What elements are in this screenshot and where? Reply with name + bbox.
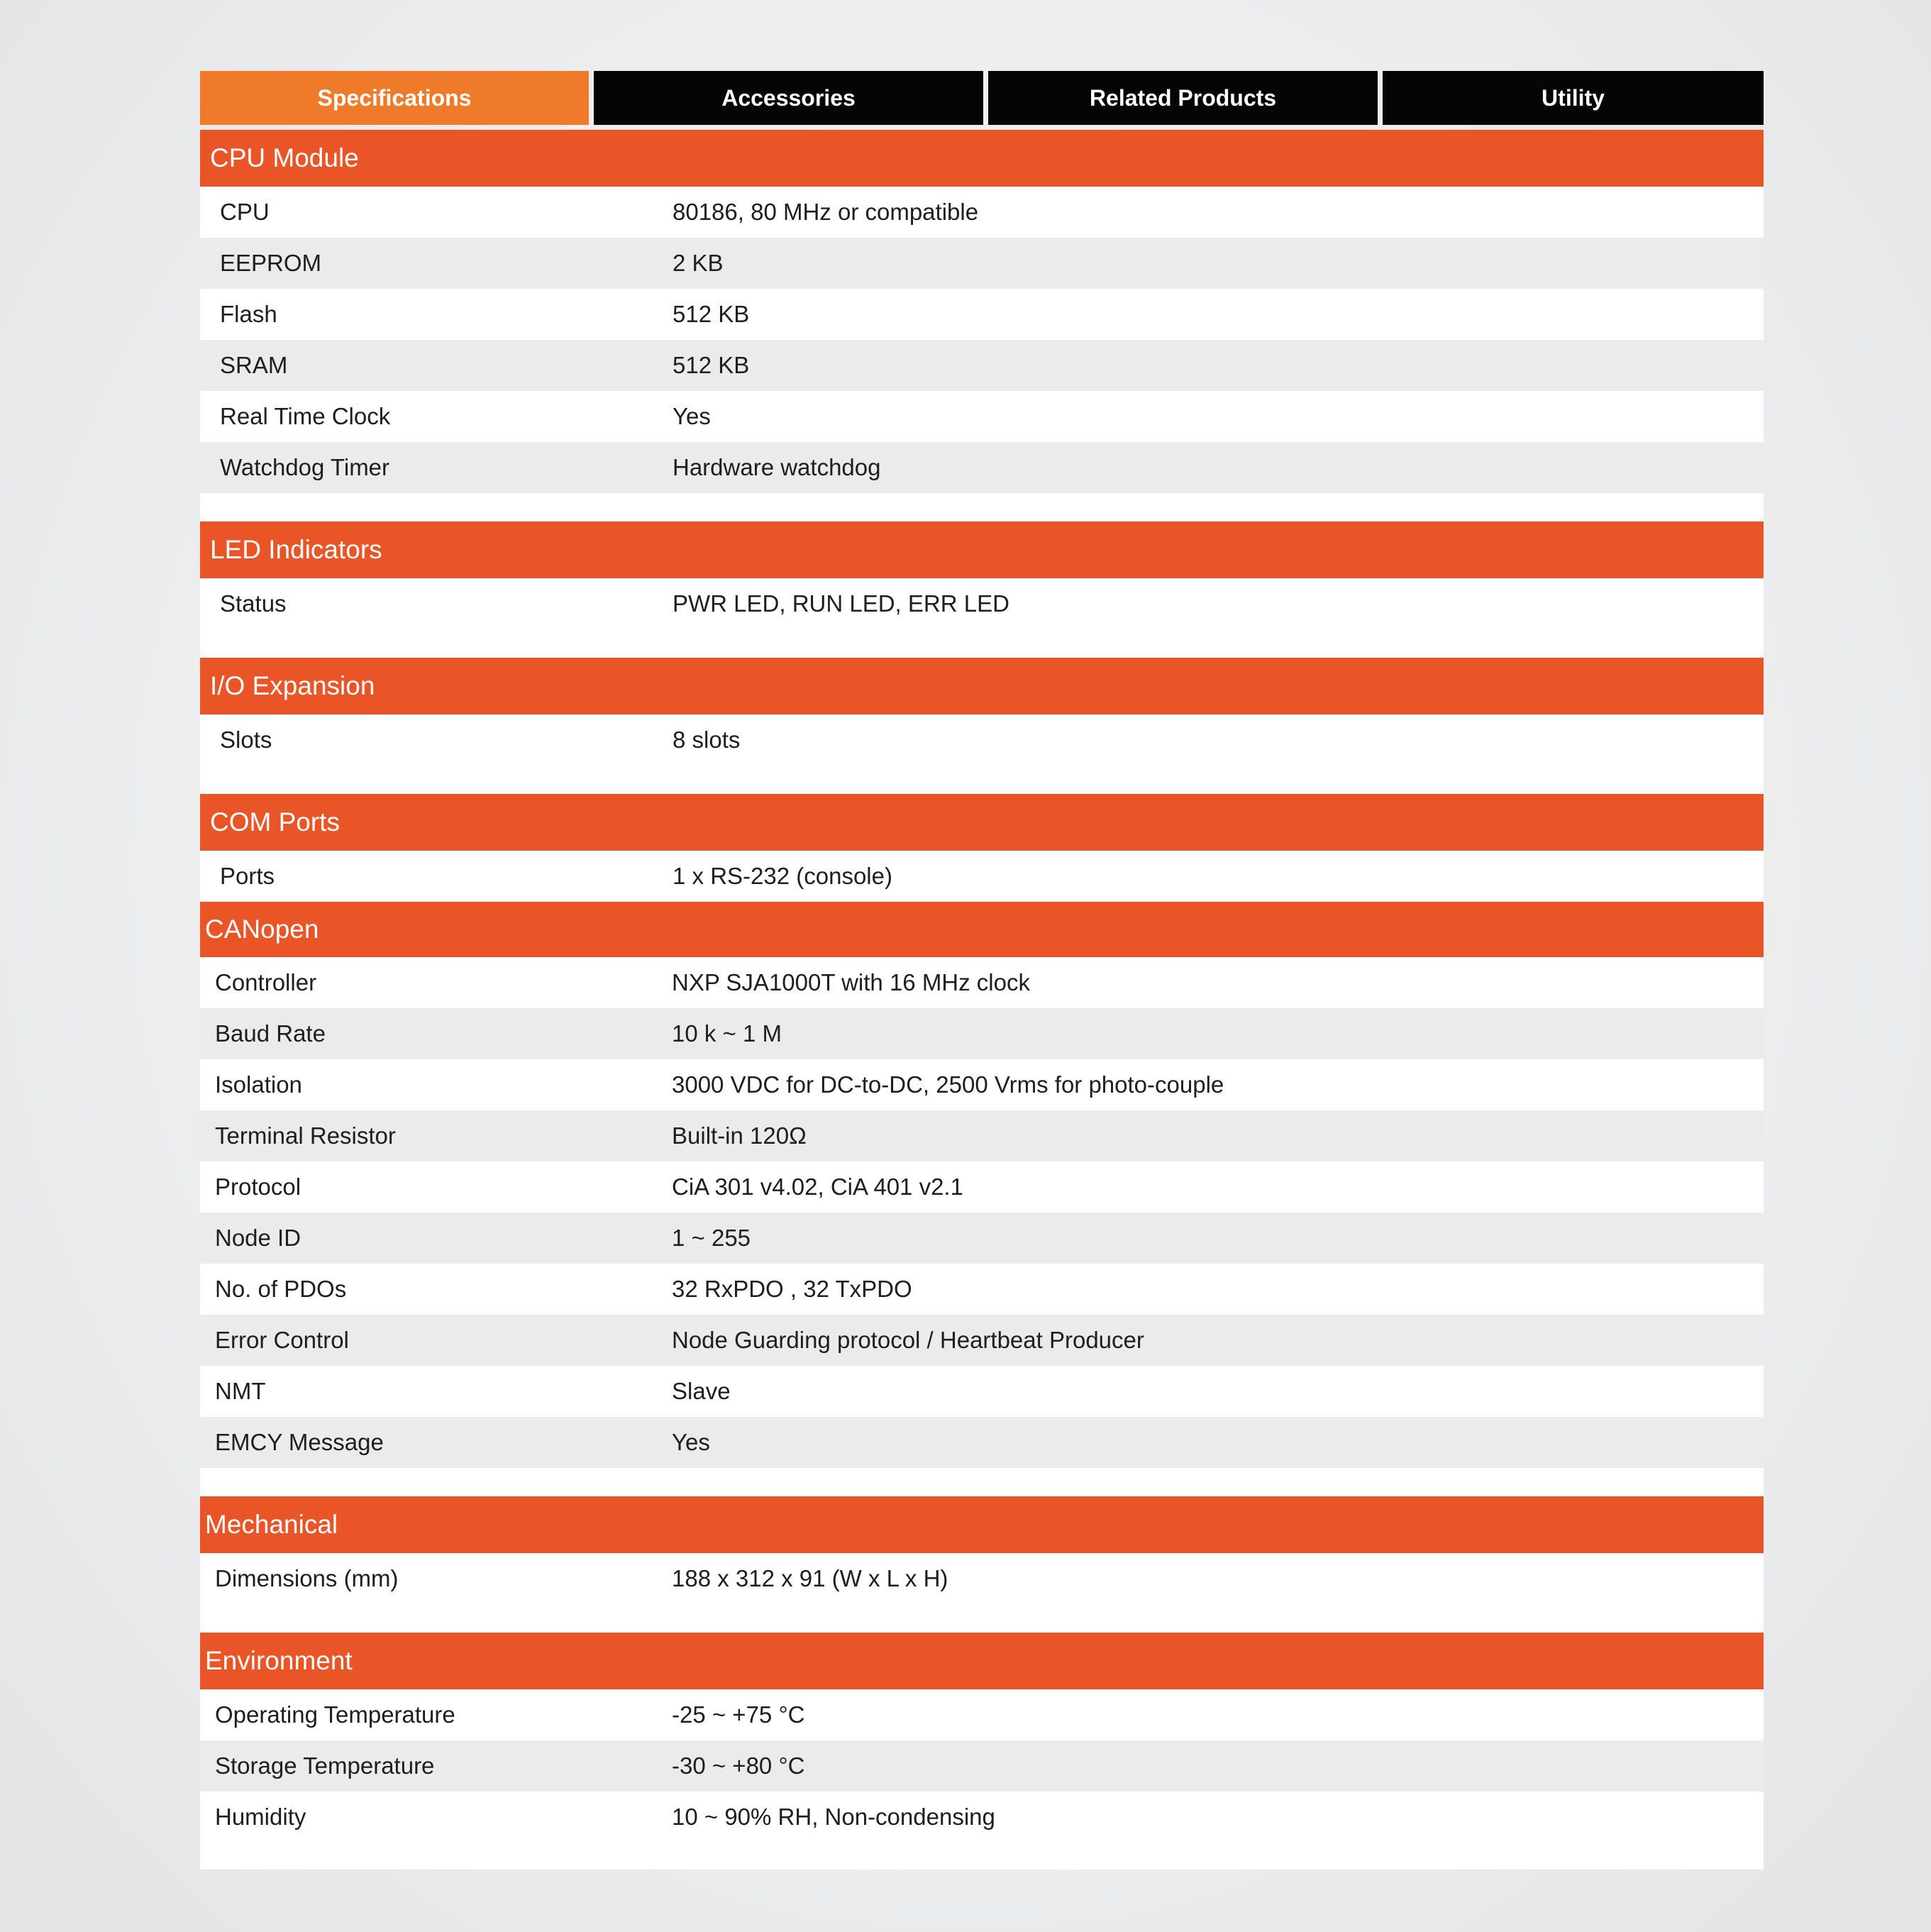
section-spacer [200,766,1764,794]
spec-label: Watchdog Timer [220,454,390,480]
table-row [200,1059,1764,1110]
section-header-io-expansion: I/O Expansion [200,658,1764,714]
table-row [200,187,1764,238]
spec-label: Operating Temperature [215,1701,455,1728]
tab-accessories[interactable]: Accessories [594,71,983,125]
table-row [200,1110,1764,1161]
spec-label: Error Control [215,1327,349,1353]
spec-value: CiA 301 v4.02, CiA 401 v2.1 [672,1174,963,1200]
table-row [200,1161,1764,1213]
section-spacer [200,493,1764,521]
spec-label: Status [220,590,287,617]
spec-label: Baud Rate [215,1020,326,1047]
spec-label: CPU [220,199,270,225]
section-header-com-ports: COM Ports [200,794,1764,851]
spec-value: NXP SJA1000T with 16 MHz clock [672,969,1030,995]
table-row [200,442,1764,493]
spec-label: Humidity [215,1804,306,1830]
spec-label: Node ID [215,1225,301,1251]
spec-label: Terminal Resistor [215,1122,396,1149]
spec-label: Storage Temperature [215,1752,435,1779]
spec-value: 188 x 312 x 91 (W x L x H) [672,1565,948,1591]
spec-value: Built-in 120Ω [672,1122,807,1149]
table-row [200,1689,1764,1740]
section-header-mechanical: Mechanical [200,1496,1764,1553]
tab-related-products[interactable]: Related Products [988,71,1378,125]
spec-value: 1 x RS-232 (console) [673,863,892,889]
spec-value: Slave [672,1378,731,1404]
section-header-canopen: CANopen [200,902,1764,957]
spec-value: 3000 VDC for DC-to-DC, 2500 Vrms for photo-couple [672,1071,1224,1098]
table-row [200,1417,1764,1468]
section-header-led-indicators: LED Indicators [200,521,1764,578]
spec-value: Yes [672,1429,710,1455]
section-spacer [200,1843,1764,1870]
table-row [200,238,1764,289]
table-row [200,1264,1764,1315]
spec-label: Dimensions (mm) [215,1565,399,1591]
spec-value: Node Guarding protocol / Heartbeat Producer [672,1327,1144,1353]
spec-value: 10 k ~ 1 M [672,1020,782,1047]
spec-label: No. of PDOs [215,1276,347,1302]
spec-label: Real Time Clock [220,403,391,429]
table-row [200,1008,1764,1059]
spec-label: Flash [220,301,277,327]
table-row [200,851,1764,902]
section-spacer [200,1468,1764,1496]
spec-value: 10 ~ 90% RH, Non-condensing [672,1804,995,1830]
section-rows-cpu-module [200,187,1764,493]
spec-page [200,71,1764,1870]
spec-value: Hardware watchdog [673,454,881,480]
table-row [200,391,1764,442]
table-row [200,957,1764,1008]
spec-label: Ports [220,863,275,889]
section-rows-led-indicators [200,578,1764,629]
section-rows-com-ports [200,851,1764,902]
spec-value: 32 RxPDO , 32 TxPDO [672,1276,912,1302]
spec-label: EEPROM [220,250,322,276]
table-row [200,1213,1764,1264]
section-rows-mechanical [200,1553,1764,1604]
table-row [200,714,1764,766]
spec-table [200,130,1764,1870]
spec-label: Isolation [215,1071,302,1098]
table-row [200,578,1764,629]
spec-label: SRAM [220,352,288,378]
spec-label: EMCY Message [215,1429,384,1455]
spec-label: NMT [215,1378,266,1404]
spec-value: 80186, 80 MHz or compatible [673,199,979,225]
table-row [200,289,1764,340]
spec-value: 8 slots [673,727,741,753]
tab-specifications[interactable]: Specifications [200,71,589,125]
section-spacer [200,1604,1764,1633]
spec-value: PWR LED, RUN LED, ERR LED [673,590,1009,617]
spec-value: 2 KB [673,250,724,276]
tab-utility[interactable]: Utility [1383,71,1764,125]
spec-value: -25 ~ +75 °C [672,1701,805,1728]
table-row [200,1792,1764,1843]
spec-value: 1 ~ 255 [672,1225,751,1251]
tab-bar [200,71,1764,125]
spec-label: Protocol [215,1174,301,1200]
section-rows-canopen [200,957,1764,1468]
spec-value: -30 ~ +80 °C [672,1752,805,1779]
table-row [200,1740,1764,1792]
spec-value: Yes [673,403,711,429]
section-header-environment: Environment [200,1633,1764,1689]
spec-label: Slots [220,727,272,753]
section-rows-io-expansion [200,714,1764,766]
spec-label: Controller [215,969,317,995]
spec-value: 512 KB [673,352,750,378]
table-row [200,1366,1764,1417]
section-spacer [200,629,1764,658]
table-row [200,1315,1764,1366]
table-row [200,1553,1764,1604]
spec-value: 512 KB [673,301,750,327]
section-header-cpu-module: CPU Module [200,130,1764,187]
table-row [200,340,1764,391]
section-rows-environment [200,1689,1764,1843]
